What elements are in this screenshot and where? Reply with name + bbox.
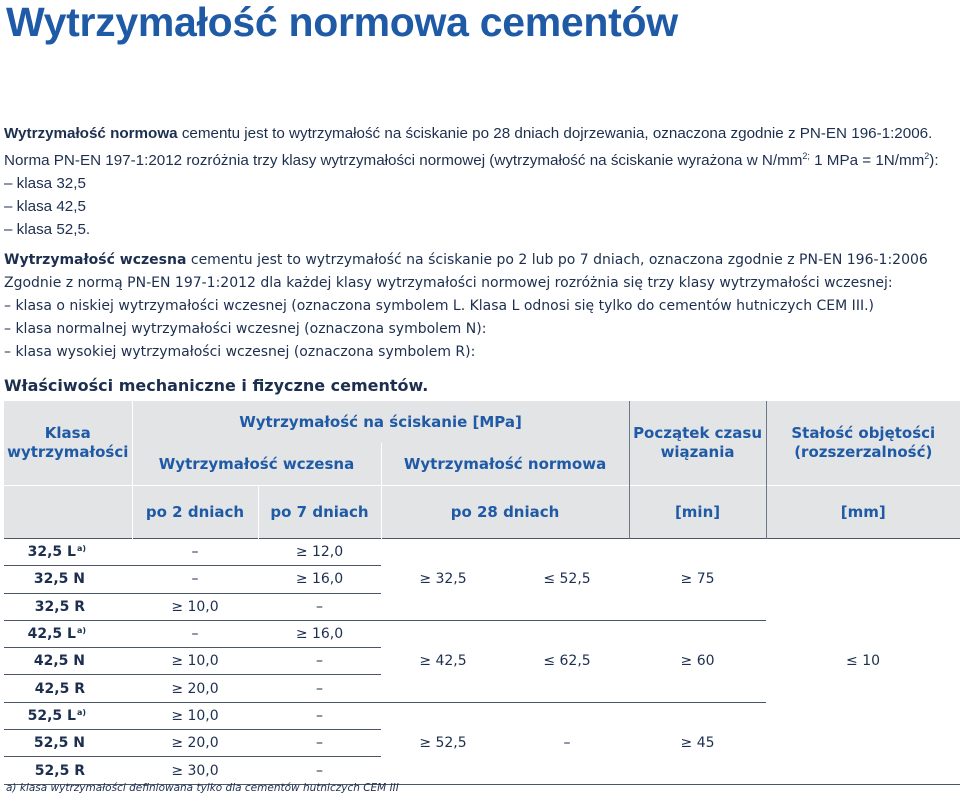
footnote-marker: a)	[76, 544, 86, 554]
class-cell	[4, 702, 132, 729]
min28-cell: ≥ 52,5	[381, 702, 505, 784]
normowa-line-2	[4, 145, 939, 172]
wczesna-paragraph	[4, 249, 928, 364]
wczesna-item: – klasa o niskiej wytrzymałości wczesnej (oznaczona symbolem L. Klasa L odnosi się tylko do cementów hutniczych CEM III.)	[4, 298, 874, 314]
wczesna-bold: Wytrzymałość wczesna	[4, 252, 187, 268]
footnote-marker: a)	[76, 626, 86, 636]
header-setting: Początek czasu wiązania	[629, 401, 766, 486]
po7-cell: ≥ 12,0	[258, 539, 381, 566]
section-title: Właściwości mechaniczne i fizyczne cementów.	[4, 376, 429, 395]
class-cell	[4, 539, 132, 566]
normowa-line-1	[4, 122, 939, 145]
po2-cell: ≥ 10,0	[132, 702, 258, 729]
wczesna-line-2: Zgodnie z normą PN-EN 197-1:2012 dla każdej klasy wytrzymałości normowej rozróżnia się trzy klasy wytrzymałości wczesnej:	[4, 275, 893, 291]
po2-cell: ≥ 20,0	[132, 730, 258, 757]
header-po7: po 7 dniach	[258, 486, 381, 539]
po7-cell: –	[258, 675, 381, 702]
po7-cell: ≥ 16,0	[258, 620, 381, 647]
class-cell	[4, 648, 132, 675]
po7-cell: –	[258, 730, 381, 757]
max28-cell: –	[505, 702, 629, 784]
header-min-unit: [min]	[629, 486, 766, 539]
normowa-item: – klasa 42,5	[4, 198, 86, 215]
normowa-sup-1: 2;	[802, 151, 810, 161]
po7-cell: –	[258, 593, 381, 620]
po2-cell: ≥ 30,0	[132, 757, 258, 784]
po2-cell: ≥ 10,0	[132, 593, 258, 620]
wczesna-line-1	[4, 249, 928, 272]
po2-cell: ≥ 10,0	[132, 648, 258, 675]
class-cell	[4, 730, 132, 757]
class-cell	[4, 620, 132, 647]
normowa-line-2-c: ):	[929, 152, 939, 169]
normowa-line-1-text: cementu jest to wytrzymałość na ściskanie po 28 dniach dojrzewania, oznaczona zgodnie z PN-EN 196-1:2006.	[177, 125, 933, 142]
header-compressive: Wytrzymałość na ściskanie [MPa]	[132, 401, 629, 443]
class-label: 32,5 R	[34, 598, 85, 615]
cement-properties-table	[4, 401, 960, 785]
class-label: 42,5 N	[33, 653, 85, 670]
po2-cell: –	[132, 539, 258, 566]
soundness-cell: ≤ 10	[766, 539, 960, 785]
footnote: a) klasa wytrzymałości definiowana tylko dla cementów hutniczych CEM III	[6, 782, 399, 794]
table-row	[4, 539, 960, 566]
header-klasa: Klasa wytrzymałości	[4, 401, 132, 486]
class-cell	[4, 593, 132, 620]
header-standard: Wytrzymałość normowa	[381, 443, 629, 486]
max28-cell: ≤ 52,5	[505, 539, 629, 621]
po2-cell: –	[132, 566, 258, 593]
header-po28: po 28 dniach	[381, 486, 629, 539]
normowa-item: – klasa 52,5.	[4, 221, 91, 238]
class-label: 52,5 N	[33, 735, 85, 752]
header-po2: po 2 dniach	[132, 486, 258, 539]
class-label: 32,5 N	[33, 571, 85, 588]
normowa-line-2-a: Norma PN-EN 197-1:2012 rozróżnia trzy klasy wytrzymałości normowej (wytrzymałość na ściskanie wyrażona w N/mm	[4, 152, 803, 169]
class-label: 52,5 R	[34, 762, 85, 779]
normowa-paragraph	[4, 122, 939, 241]
setting-cell: ≥ 60	[629, 620, 766, 702]
min28-cell: ≥ 42,5	[381, 620, 505, 702]
po7-cell: –	[258, 702, 381, 729]
setting-cell: ≥ 75	[629, 539, 766, 621]
class-label: 32,5 L	[27, 544, 76, 561]
class-label: 42,5 R	[34, 680, 85, 697]
header-empty	[4, 486, 132, 539]
wczesna-item: – klasa normalnej wytrzymałości wczesnej (oznaczona symbolem N):	[4, 321, 487, 337]
normowa-sup-2: 2	[924, 151, 930, 161]
class-label: 52,5 L	[27, 707, 76, 724]
normowa-line-2-b: 1 MPa = 1N/mm	[809, 152, 925, 169]
class-label: 42,5 L	[27, 626, 76, 643]
header-mm-unit: [mm]	[766, 486, 960, 539]
setting-cell: ≥ 45	[629, 702, 766, 784]
page-title: Wytrzymałość normowa cementów	[6, 0, 678, 45]
min28-cell: ≥ 32,5	[381, 539, 505, 621]
class-cell	[4, 675, 132, 702]
header-soundness: Stałość objętości (rozszerzalność)	[766, 401, 960, 486]
normowa-bold: Wytrzymałość normowa	[4, 125, 178, 142]
po2-cell: ≥ 20,0	[132, 675, 258, 702]
max28-cell: ≤ 62,5	[505, 620, 629, 702]
po2-cell: –	[132, 620, 258, 647]
po7-cell: ≥ 16,0	[258, 566, 381, 593]
normowa-item: – klasa 32,5	[4, 175, 86, 192]
po7-cell: –	[258, 648, 381, 675]
wczesna-item: – klasa wysokiej wytrzymałości wczesnej (oznaczona symbolem R):	[4, 344, 476, 360]
wczesna-line-1-text: cementu jest to wytrzymałość na ściskanie po 2 lub po 7 dniach, oznaczona zgodnie z PN-EN 196-1:2006	[186, 252, 928, 268]
po7-cell: –	[258, 757, 381, 784]
header-early: Wytrzymałość wczesna	[132, 443, 381, 486]
class-cell	[4, 566, 132, 593]
footnote-marker: a)	[76, 707, 86, 717]
class-cell	[4, 757, 132, 784]
